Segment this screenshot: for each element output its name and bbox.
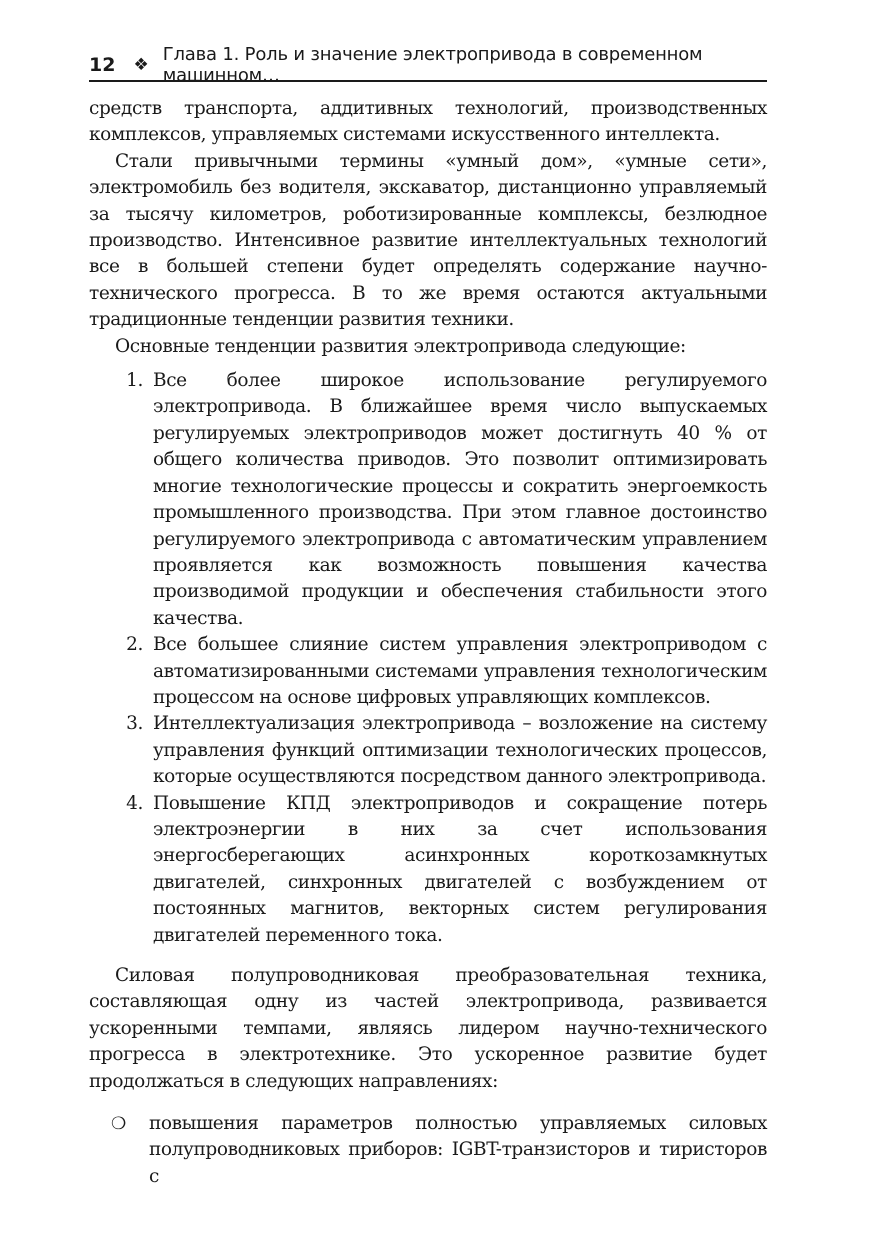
list-item-number: 2. — [126, 634, 143, 656]
list-item-number: 3. — [126, 713, 143, 735]
list-item — [89, 1111, 767, 1190]
list-item-number: 4. — [126, 792, 143, 814]
bullet-list — [89, 1111, 767, 1190]
main-text — [89, 96, 767, 1190]
paragraph: Стали привычными термины «умный дом», «умные сети», электромобиль без водителя, экскаватор, дистанционно управляемый за тысячу километров, роботизированные комплексы, безлюдное производство. Интенсивное развитие интеллектуальных технологий все в большей степени будет определять содержание научно-технического прогресса. В то же время остаются актуальными традиционные тенденции развития техники. — [89, 150, 767, 331]
numbered-list — [89, 368, 767, 949]
list-item-text: Все более широкое использование регулируемого электропривода. В ближайшее время число выпускаемых регулируемых электроприводов может достигнуть 40 % от общего количества приводов. Это позволит оптимизировать многие технологические процессы и сократить энергоемкость промышленного производства. При этом главное достоинство регулируемого электропривода с автоматическим управлением проявляется как возможность повышения качества производимой продукции и обеспечения стабильности этого качества. — [153, 370, 767, 629]
list-item-text: Интеллектуализация электропривода – возложение на систему управления функций оптимизации технологических процессов, которые осуществляются посредством данного электропривода. — [153, 713, 767, 788]
paragraph: средств транспорта, аддитивных технологий, производственных комплексов, управляемых системами искусственного интеллекта. — [89, 98, 767, 146]
paragraph: Силовая полупроводниковая преобразовательная техника, составляющая одну из частей электропривода, развивается ускоренными темпами, являясь лидером научно-технического прогресса в электротехнике. Это ускоренное развитие будет продолжаться в следующих направлениях: — [89, 965, 767, 1092]
circle-bullet-icon: ❍ — [111, 1114, 126, 1135]
list-item-text: Повышение КПД электроприводов и сокращение потерь электроэнергии в них за счет использования энергосберегающих асинхронных короткозамкнутых двигателей, синхронных двигателей с возбуждением от постоянных магнитов, векторных систем регулирования двигателей переменного тока. — [153, 792, 767, 946]
ornament-icon: ❖ — [133, 55, 149, 75]
list-item-text: Все большее слияние систем управления электроприводом с автоматизированными системами управления технологическим процессом на основе цифровых управляющих комплексов. — [153, 634, 767, 708]
list-item — [89, 791, 767, 949]
list-item — [89, 632, 767, 711]
list-item — [89, 368, 767, 632]
spacer — [89, 949, 767, 963]
list-item — [89, 711, 767, 790]
chapter-title: Глава 1. Роль и значение электропривода в современном машинном… — [162, 44, 703, 86]
paragraph: Основные тенденции развития электропривода следующие: — [115, 335, 686, 357]
list-item-text: повышения параметров полностью управляемых силовых полупроводниковых приборов: IGBT-транзисторов и тиристоров с — [149, 1113, 767, 1187]
page-number: 12 — [89, 54, 116, 76]
running-header — [89, 44, 767, 86]
list-item-number: 1. — [126, 370, 143, 392]
